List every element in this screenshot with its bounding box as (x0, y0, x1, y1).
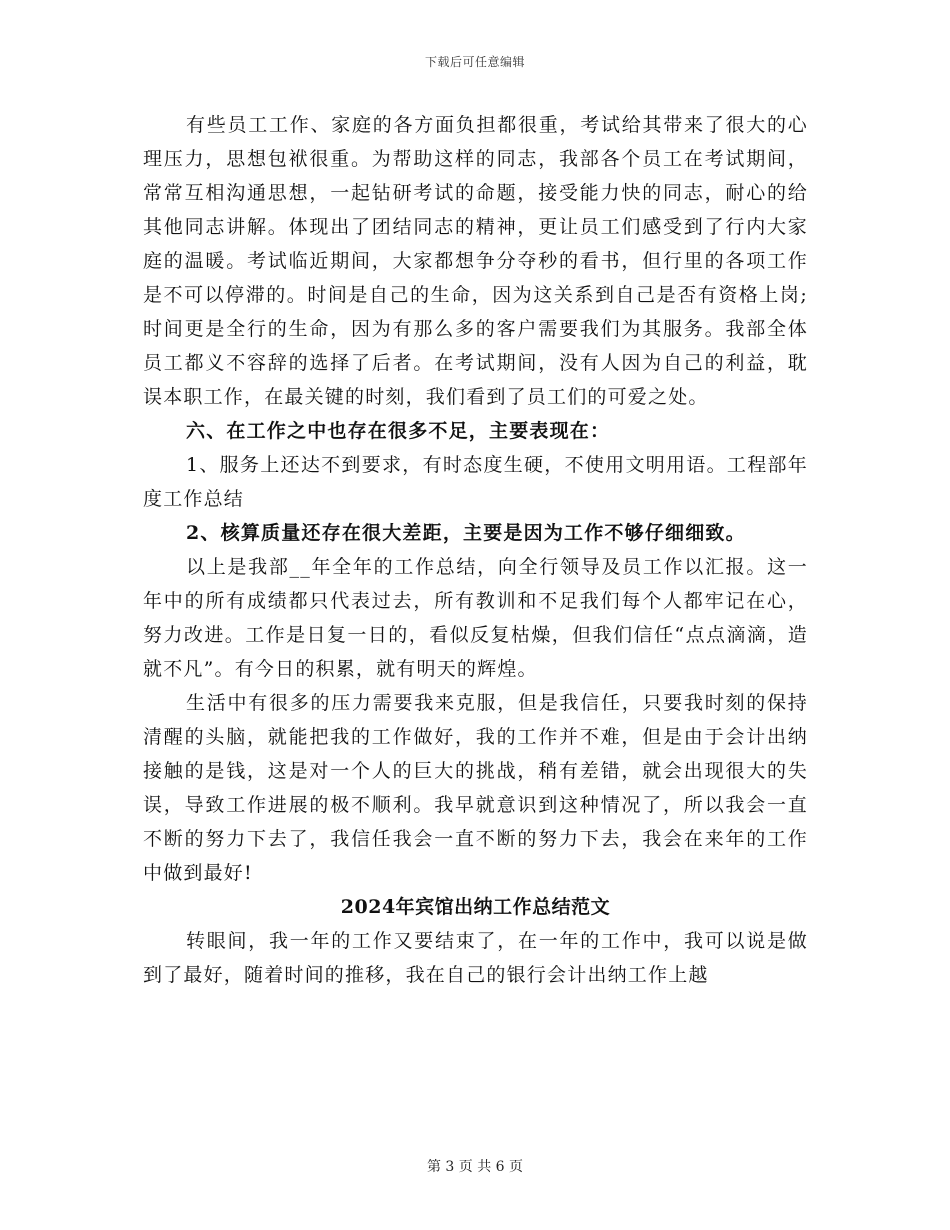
paragraph-shortcoming-accounting: 2、核算质量还存在很大差距，主要是因为工作不够仔细细致。 (186, 522, 746, 544)
paragraph-shortcoming-service: 1、服务上还达不到要求，有时态度生硬，不使用文明用语。工程部年度工作总结 (143, 454, 808, 510)
paragraph-year-end-intro: 转眼间，我一年的工作又要结束了，在一年的工作中，我可以说是做到了最好，随着时间的推移，我在自己的银行会计出纳工作上越 (143, 930, 808, 986)
article-title: 2024年宾馆出纳工作总结范文 (340, 896, 611, 918)
document-body (143, 108, 808, 992)
paragraph-life-pressure: 生活中有很多的压力需要我来克服，但是我信任，只要我时刻的保持清醒的头脑，就能把我的工作做好，我的工作并不难，但是由于会计出纳接触的是钱，这是对一个人的巨大的挑战，稍有差错，就会出现很大的失误，导致工作进展的极不顺利。我早就意识到这种情况了，所以我会一直不断的努力下去了，我信任我会一直不断的努力下去，我会在来年的工作中做到最好! (143, 692, 808, 884)
page-number-footer: 第 3 页 共 6 页 (426, 1159, 524, 1175)
page-header-note: 下载后可任意编辑 (424, 55, 525, 69)
paragraph-staff-exam-support: 有些员工工作、家庭的各方面负担都很重，考试给其带来了很大的心理压力，思想包袱很重。为帮助这样的同志，我部各个员工在考试期间，常常互相沟通思想，一起钻研考试的命题，接受能力快的同志，耐心的给其他同志讲解。体现出了团结同志的精神，更让员工们感受到了行内大家庭的温暖。考试临近期间，大家都想争分夺秒的看书，但行里的各项工作是不可以停滞的。时间是自己的生命，因为这关系到自己是否有资格上岗;时间更是全行的生命，因为有那么多的客户需要我们为其服务。我部全体员工都义不容辞的选择了后者。在考试期间，没有人因为自己的利益，耽误本职工作，在最关键的时刻，我们看到了员工们的可爱之处。 (143, 114, 808, 408)
section-heading-shortcomings: 六、在工作之中也存在很多不足，主要表现在： (186, 420, 611, 442)
paragraph-summary-report: 以上是我部__年全年的工作总结，向全行领导及员工作以汇报。这一年中的所有成绩都只代表过去，所有教训和不足我们每个人都牢记在心，努力改进。工作是日复一日的，看似反复枯燥，但我们信任“点点滴滴，造就不凡”。有今日的积累，就有明天的辉煌。 (143, 556, 808, 680)
